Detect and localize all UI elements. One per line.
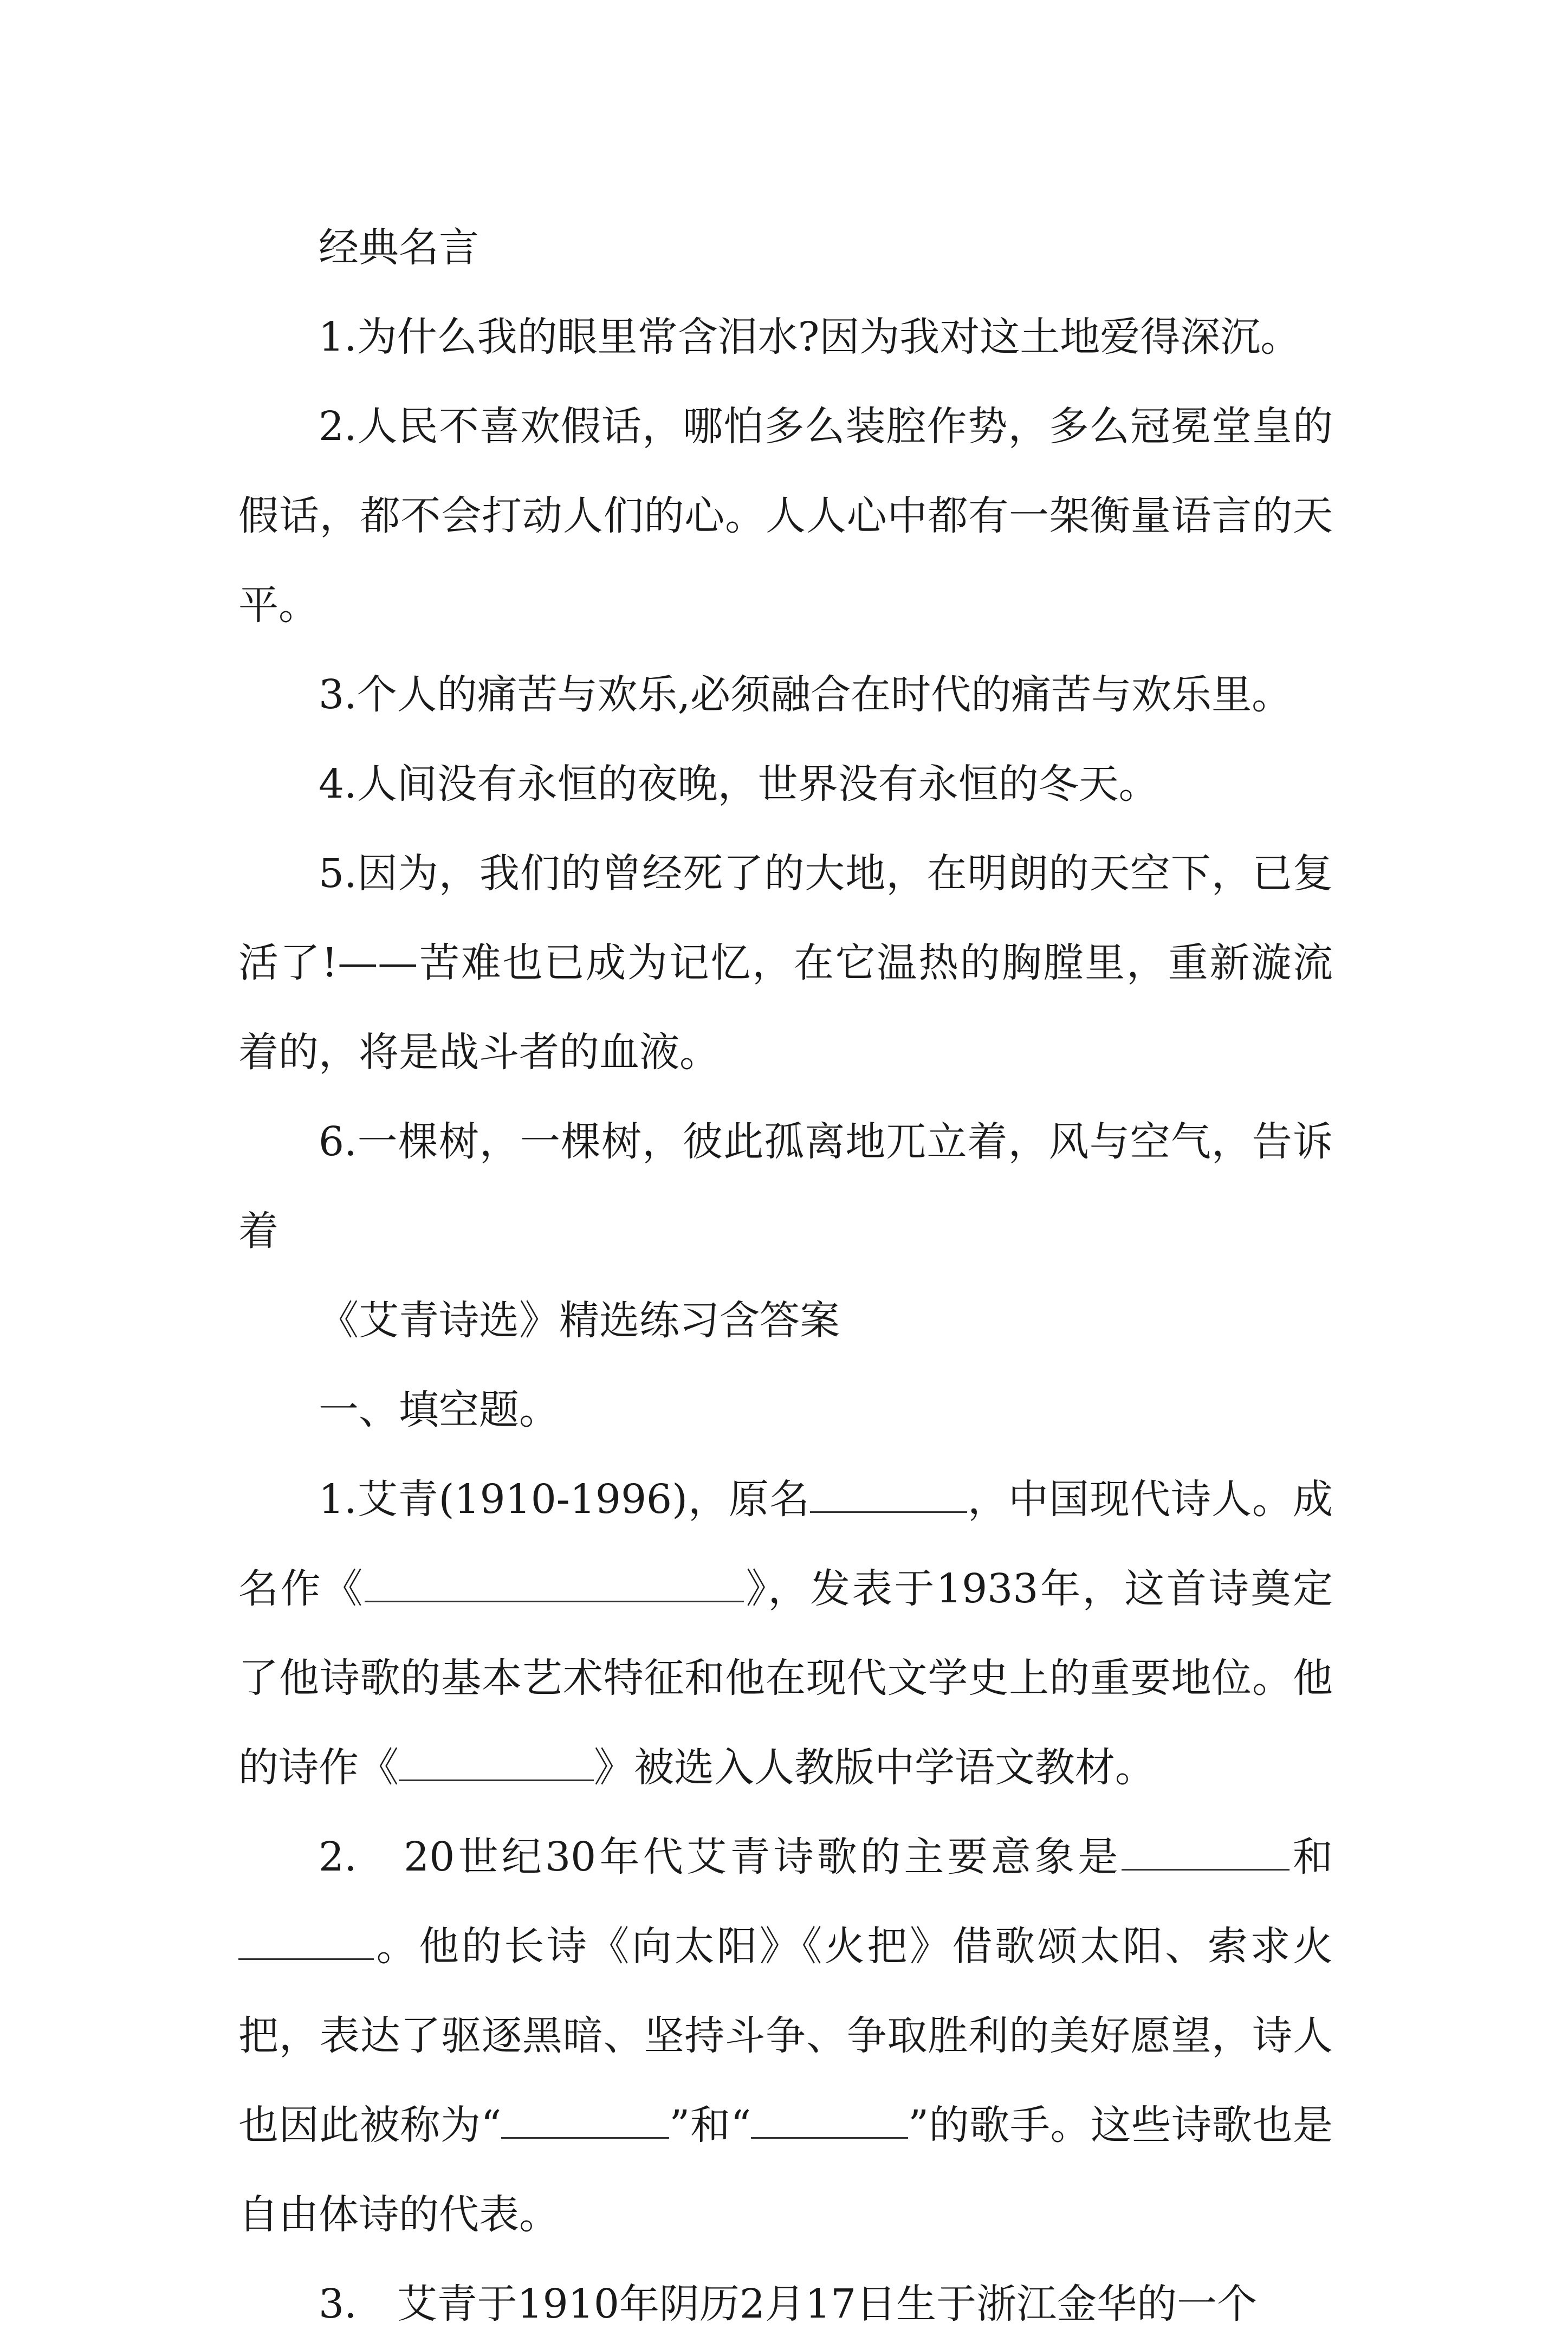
answer-blank-image-1[interactable] bbox=[1122, 1833, 1290, 1871]
question-2-text-d: ”和“ bbox=[669, 2102, 751, 2149]
exercise-section-heading: 一、填空题。 bbox=[319, 1387, 559, 1433]
answer-blank-famous-work[interactable] bbox=[365, 1564, 744, 1602]
answer-blank-title-1[interactable] bbox=[501, 2101, 669, 2139]
question-2-text-e: ”的歌手。这些诗歌也是自由体诗的代表。 bbox=[238, 2102, 1333, 2238]
question-1-text-b: ，中国现代诗人。成名作《 bbox=[238, 1476, 1333, 1612]
answer-blank-title-2[interactable] bbox=[751, 2101, 908, 2139]
answer-blank-textbook-poem[interactable] bbox=[399, 1743, 594, 1781]
exercise-title: 《艾青诗选》精选练习含答案 bbox=[319, 1297, 840, 1344]
question-2 bbox=[238, 1813, 1333, 2260]
question-2-text-a: 2. 20世纪30年代艾青诗歌的主要意象是 bbox=[319, 1834, 1122, 1880]
question-1-text-a: 1.艾青(1910-1996)，原名 bbox=[319, 1476, 810, 1523]
question-1-text-d: 》被选入人教版中学语文教材。 bbox=[594, 1744, 1155, 1791]
quote-item-6: 6.一棵树，一棵树，彼此孤离地兀立着，风与空气，告诉着 bbox=[238, 1118, 1333, 1254]
question-2-text-c: 。他的长诗《向太阳》《火把》借歌颂太阳、索求火把，表达了驱逐黑暗、坚持斗争、争取胜利的美好愿望，诗人也因此被称为“ bbox=[238, 1923, 1333, 2149]
quotes-heading: 经典名言 bbox=[319, 224, 479, 271]
document-body bbox=[238, 203, 1333, 2349]
answer-blank-original-name[interactable] bbox=[810, 1475, 967, 1513]
quote-item-1: 1.为什么我的眼里常含泪水?因为我对这土地爱得深沉。 bbox=[319, 314, 1301, 360]
answer-blank-image-2[interactable] bbox=[238, 1922, 374, 1960]
question-2-text-b: 和 bbox=[1289, 1834, 1333, 1880]
question-3: 3. 艾青于1910年阴历2月17日生于浙江金华的一个 bbox=[319, 2281, 1258, 2327]
quote-item-5: 5.因为，我们的曾经死了的大地，在明朗的天空下，已复活了!——苦难也已成为记忆，在它温热的胸膛里，重新漩流着的，将是战斗者的血液。 bbox=[238, 850, 1333, 1076]
quote-item-4: 4.人间没有永恒的夜晚，世界没有永恒的冬天。 bbox=[319, 761, 1159, 807]
question-1 bbox=[238, 1455, 1333, 1813]
quote-item-2: 2.人民不喜欢假话，哪怕多么装腔作势，多么冠冕堂皇的假话，都不会打动人们的心。人人心中都有一架衡量语言的天平。 bbox=[238, 403, 1333, 629]
quote-item-3: 3.个人的痛苦与欢乐,必须融合在时代的痛苦与欢乐里。 bbox=[319, 671, 1292, 718]
question-1-text-c: 》，发表于1933年，这首诗奠定了他诗歌的基本艺术特征和他在现代文学史上的重要地位。他的诗作《 bbox=[238, 1565, 1333, 1791]
